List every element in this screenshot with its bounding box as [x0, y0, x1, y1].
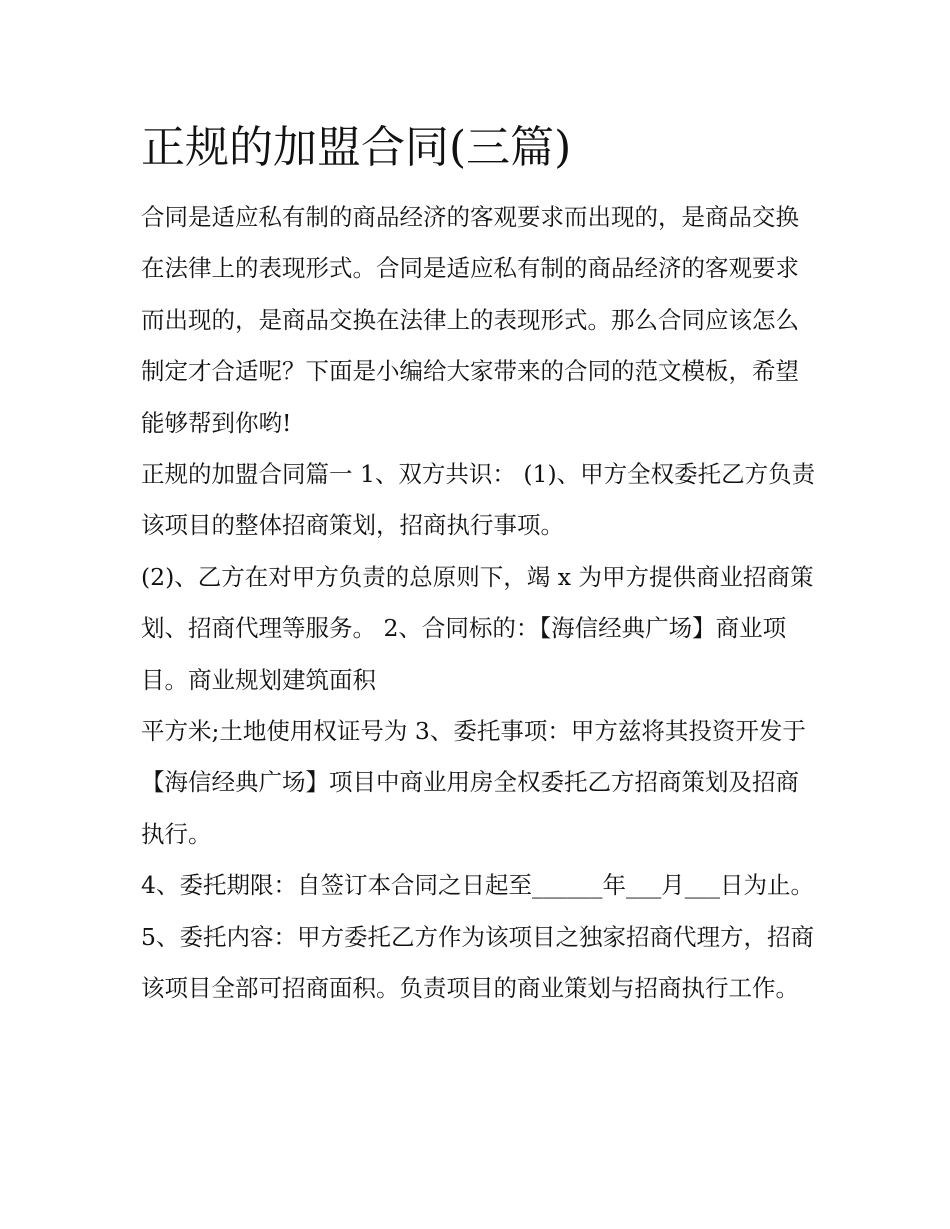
- intro-paragraph: 合同是适应私有制的商品经济的客观要求而出现的，是商品交换在法律上的表现形式。合同是适应私有制的商品经济的客观要求而出现的，是商品交换在法律上的表现形式。那么合同应该怎么制定才合适呢？下面是小编给大家带来的合同的范文模板，希望能够帮到你哟!: [141, 203, 799, 437]
- document-title: 正规的加盟合同(三篇): [141, 122, 572, 173]
- clause-5-paragraph: 5、委托内容：甲方委托乙方作为该项目之独家招商代理方，招商该项目全部可招商面积。负责项目的商业策划与招商执行工作。: [141, 922, 814, 1003]
- clause-3-paragraph: 平方米;土地使用权证号为 3、委托事项：甲方兹将其投资开发于【海信经典广场】项目中商业用房全权委托乙方招商策划及招商执行。: [141, 717, 806, 848]
- document-body: [141, 116, 821, 1015]
- clause-2-paragraph: (2)、乙方在对甲方负责的总原则下，竭 x 为甲方提供商业招商策划、招商代理等服务。 2、合同标的：【海信经典广场】商业项目。商业规划建筑面积: [141, 562, 814, 694]
- clause-1-paragraph: 正规的加盟合同篇一 1、双方共识： (1)、甲方全权委托乙方负责该项目的整体招商策划，招商执行事项。: [141, 460, 816, 540]
- clause-4-paragraph: 4、委托期限：自签订本合同之日起至______年___月___日为止。: [141, 871, 814, 900]
